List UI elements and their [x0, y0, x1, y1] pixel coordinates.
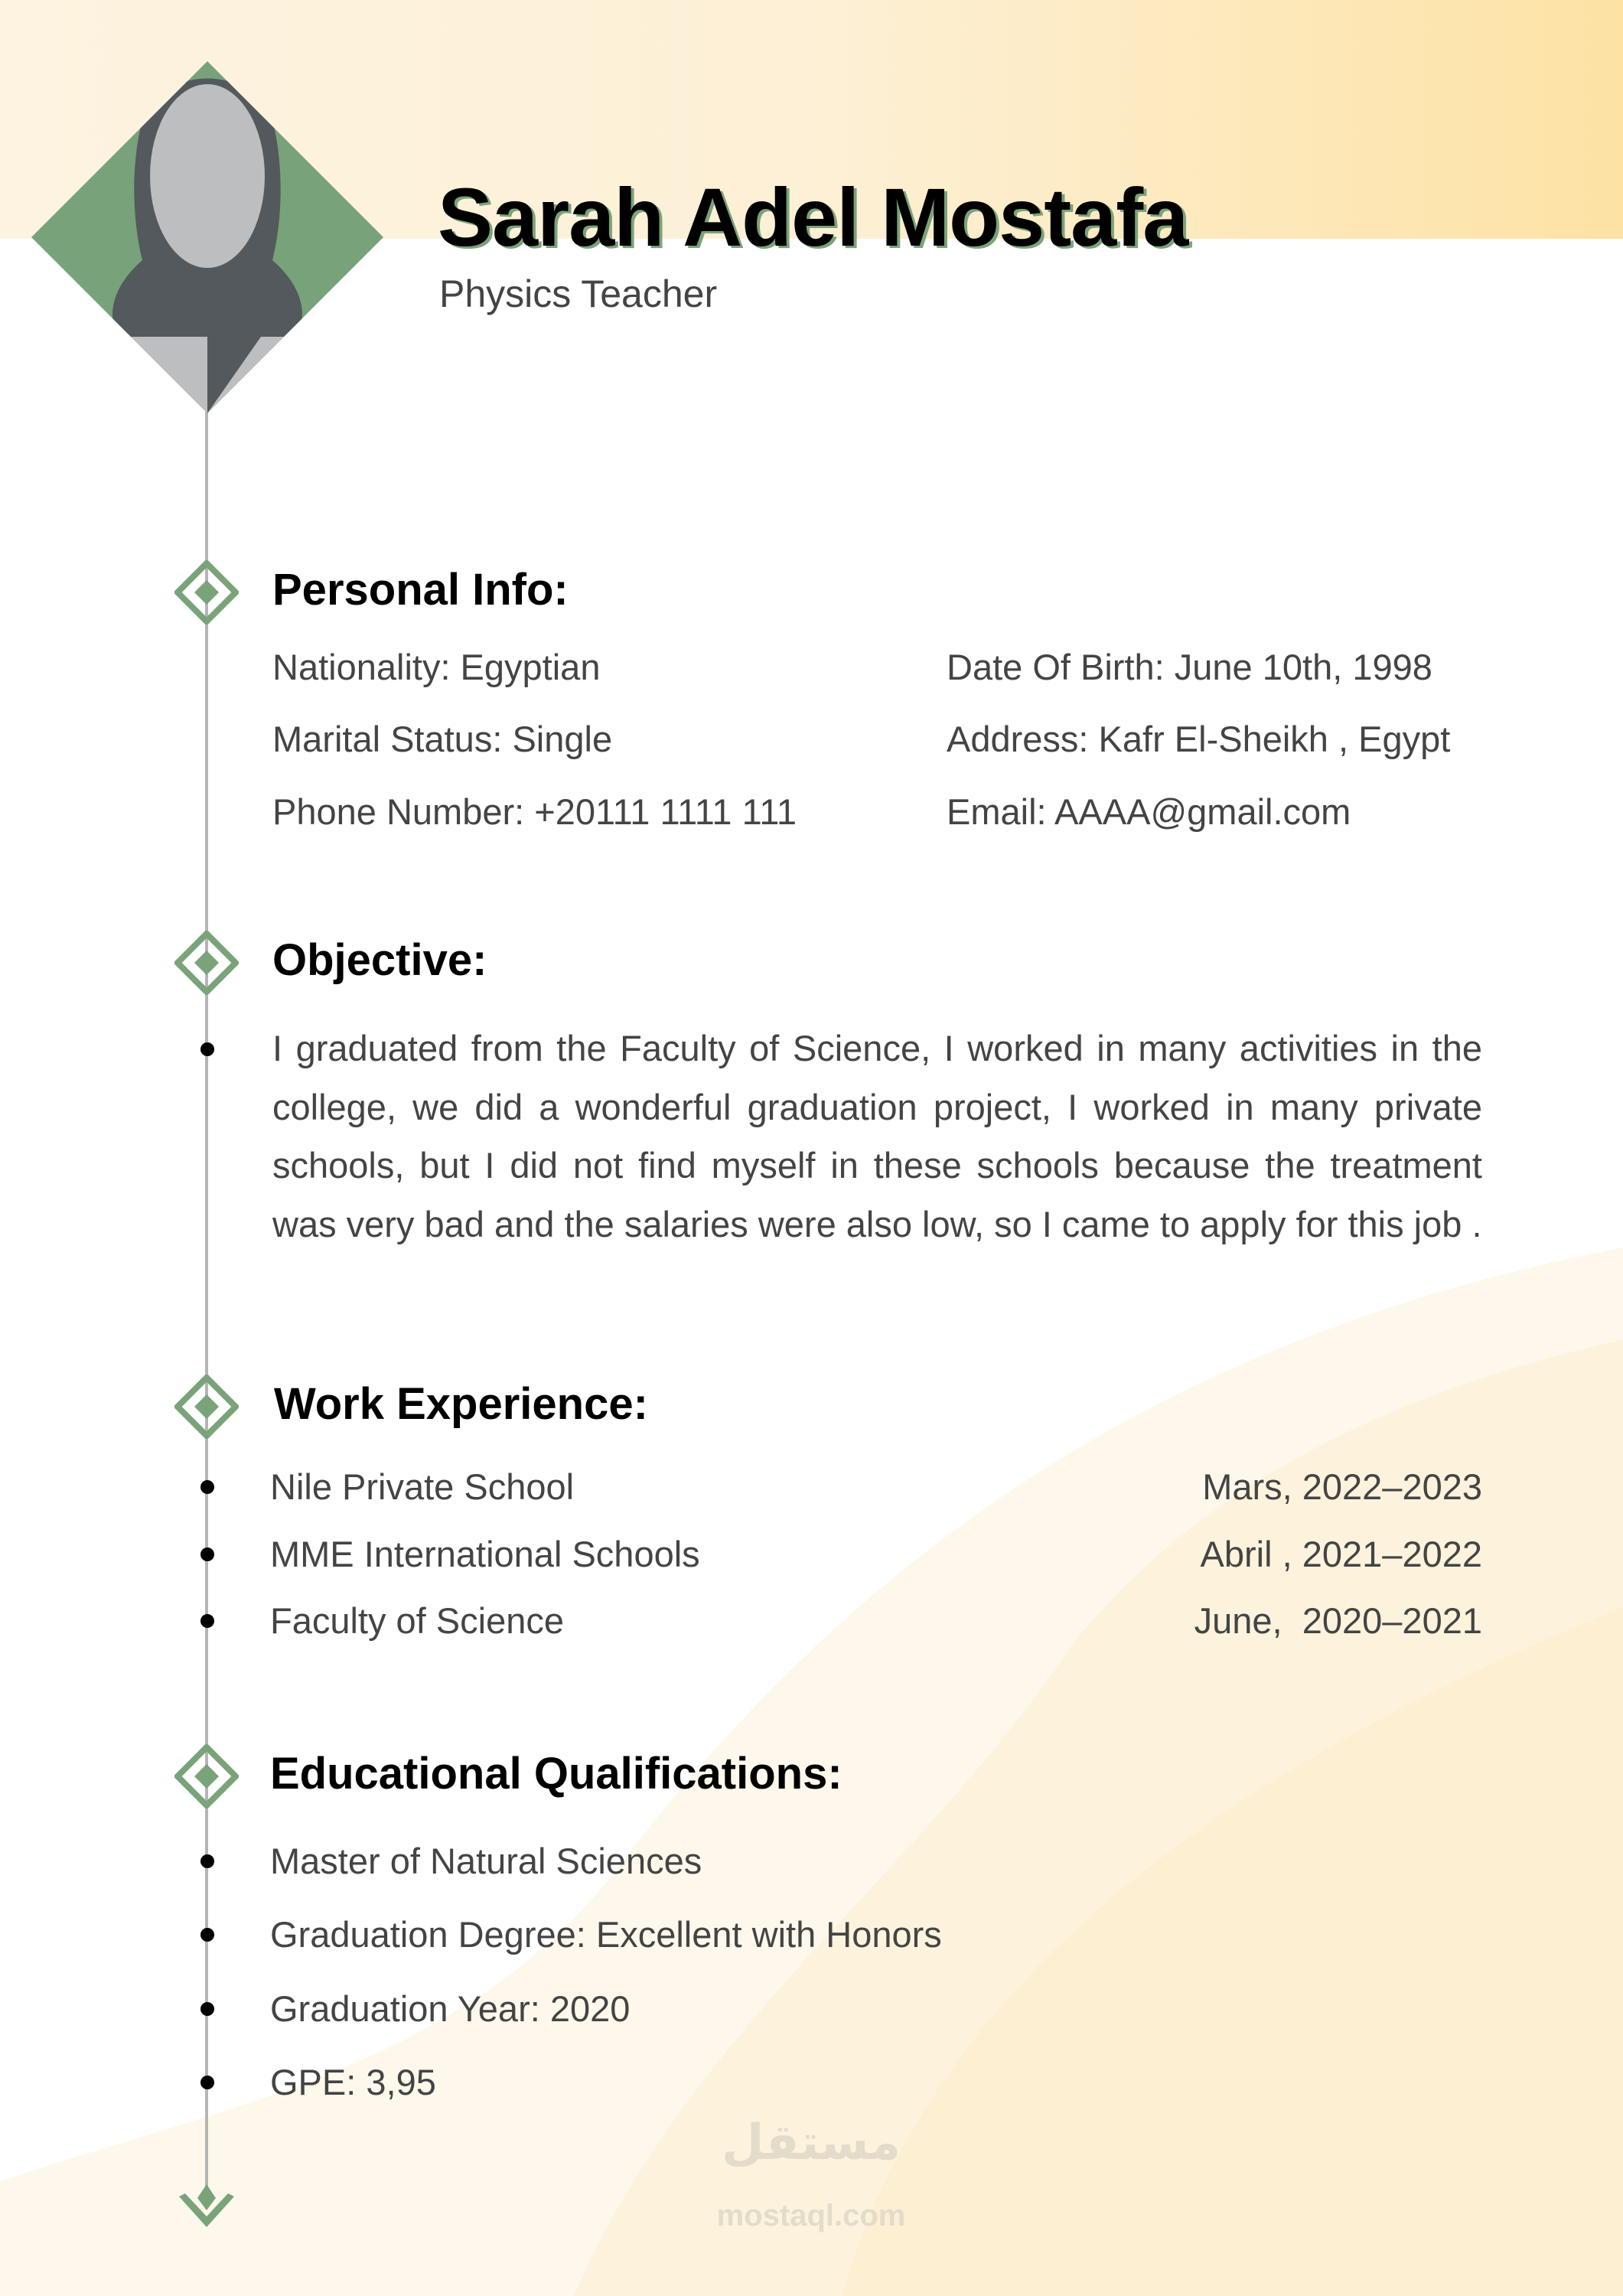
work-date: Abril , 2021–2022	[1200, 1534, 1482, 1574]
bullet	[200, 1614, 214, 1628]
avatar-icon	[31, 61, 383, 413]
bullet	[200, 2076, 214, 2089]
diamond-marker-icon	[174, 1375, 239, 1439]
work-date: June, 2020–2021	[1194, 1600, 1482, 1641]
section-heading-objective: Objective:	[272, 935, 487, 985]
work-place: MME International Schools	[270, 1534, 700, 1574]
objective-text: I graduated from the Faculty of Science, I worked in many activities in the college, we did a wonderful graduation project, I worked in many private schools, but I did not find myself in these schools because the treatment was very bad and the salaries were also low, so I came to apply for this job .	[272, 1028, 1482, 1244]
bullet	[200, 2002, 214, 2016]
bullet	[200, 1548, 214, 1561]
bullet	[200, 1042, 214, 1056]
job-title: Physics Teacher	[439, 272, 718, 315]
info-date-of-birth: Date Of Birth: June 10th, 1998	[947, 647, 1432, 687]
watermark-text: mostaql.com	[716, 2199, 906, 2232]
info-address: Address: Kafr El-Sheikh , Egypt	[947, 719, 1451, 759]
end-marker-icon	[178, 2183, 236, 2229]
bullet	[200, 1854, 214, 1868]
education-item: Graduation Year: 2020	[270, 1988, 631, 2029]
section-heading-personal-info: Personal Info:	[272, 565, 569, 615]
watermark-arabic: مستقل	[721, 2115, 901, 2171]
candidate-name: Sarah Adel Mostafa	[438, 171, 1188, 263]
diamond-marker-icon	[174, 931, 239, 995]
work-date: Mars, 2022–2023	[1202, 1466, 1482, 1507]
diamond-marker-icon	[174, 560, 239, 625]
info-phone: Phone Number: +20111 1111 111	[272, 791, 797, 832]
section-heading-education: Educational Qualifications:	[270, 1749, 842, 1799]
bullet	[200, 1928, 214, 1942]
info-nationality: Nationality: Egyptian	[272, 647, 601, 687]
work-place: Faculty of Science	[270, 1600, 565, 1641]
bullet	[200, 1480, 214, 1494]
work-place: Nile Private School	[270, 1466, 575, 1507]
info-marital-status: Marital Status: Single	[272, 719, 613, 759]
education-item: Master of Natural Sciences	[270, 1841, 702, 1881]
education-item: Graduation Degree: Excellent with Honors	[270, 1914, 942, 1955]
info-email: Email: AAAA@gmail.com	[947, 791, 1351, 832]
education-item: GPE: 3,95	[270, 2062, 436, 2102]
diamond-marker-icon	[174, 1744, 239, 1808]
section-heading-work-experience: Work Experience:	[274, 1379, 648, 1429]
